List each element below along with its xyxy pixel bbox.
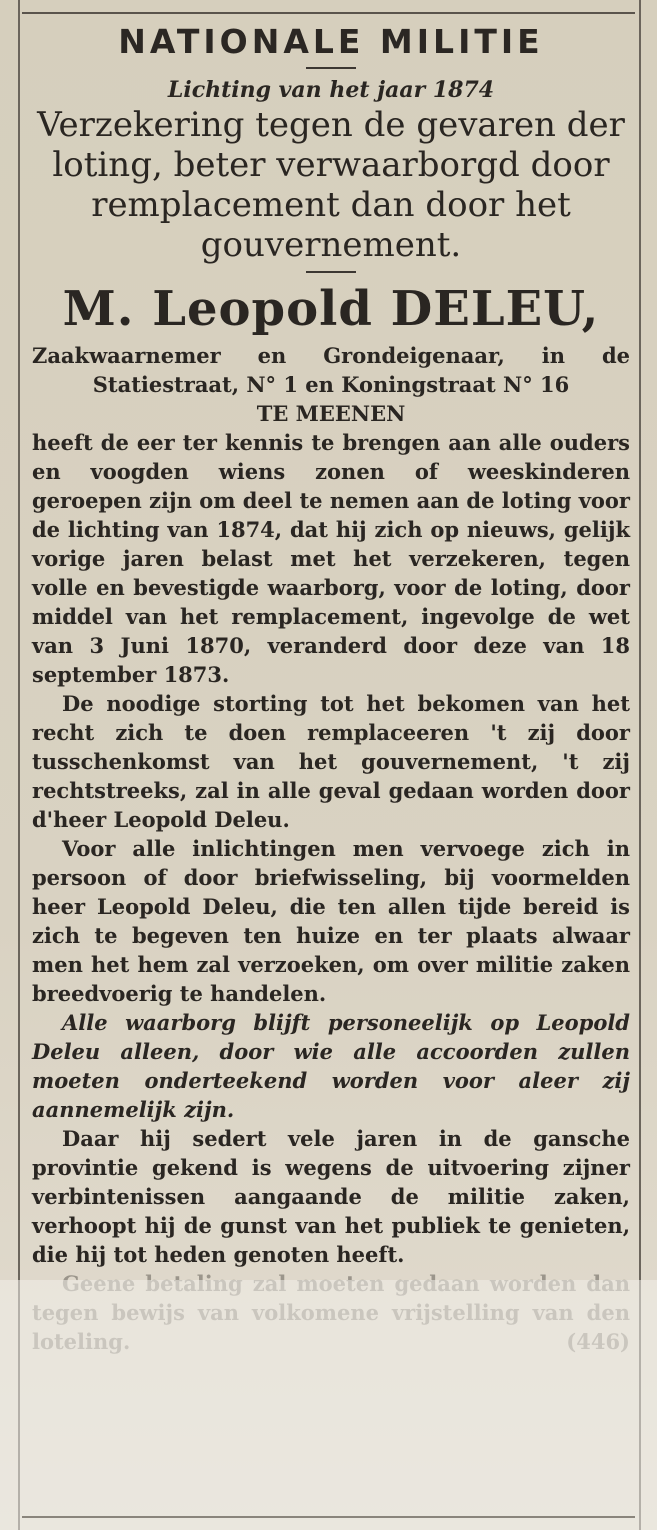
ad-headline: NATIONALE MILITIE (118, 22, 544, 61)
body-paragraph: De noodige storting tot het bekomen van het recht zich te doen remplaceeren 't zij door tusschenkomst van het gouvernement, 't zij rechtstreeks, zal in alle geval gedaan worden door d'heer Leopold Deleu. (32, 691, 630, 832)
body-paragraph: Voor alle inlichtingen men vervoege zich in persoon of door briefwisseling, bij voormelden heer Leopold Deleu, die ten allen tijde bereid is zich te begeven ten huize en ter plaats alwaar men het hem zal verzoeken, om over militie zaken breedvoerig te handelen. (32, 836, 630, 1006)
ad-subtitle: Lichting van het jaar 1874 (167, 77, 495, 103)
body-paragraph: Daar hij sedert vele jaren in de gansche provintie gekend is wegens de uitvoering zijner verbintenissen aangaande de militie zaken, verhoopt hij de gunst van het publiek te genieten, die hij tot heden genoten heeft. (32, 1126, 630, 1267)
top-rule (22, 12, 635, 14)
ad-lead: Verzekering tegen de gevaren der loting, beter verwaarborgd door remplacement dan door het gouvernement. (37, 105, 625, 265)
advertiser-name: M. Leopold DELEU, (62, 281, 600, 337)
body-paragraph: Alle waarborg blijft personeelijk op Leopold Deleu alleen, door wie alle accoorden zullen moeten onderteekend worden voor aleer zij aannemelijk zijn. (32, 1010, 630, 1122)
faded-print-area (0, 1280, 657, 1530)
advertisement (32, 18, 630, 1356)
bottom-rule (22, 1516, 635, 1518)
body-paragraph: heeft de eer ter kennis te brengen aan alle ouders en voogden wiens zonen of weeskinderen geroepen zijn om deel te nemen aan de loting voor de lichting van 1874, dat hij zich op nieuws, gelijk vorige jaren belast met het verzekeren, tegen volle en bevestigde waarborg, voor de loting, door middel van het remplacement, ingevolge de wet van 3 Juni 1870, veranderd door deze van 18 september 1873. (32, 430, 630, 687)
advertiser-place: TE MEENEN (256, 401, 406, 426)
divider (306, 271, 356, 273)
advertiser-description: Zaakwaarnemer en Grondeigenaar, in de Statiestraat, N° 1 en Koningstraat N° 16 (32, 343, 630, 397)
divider (306, 67, 356, 69)
